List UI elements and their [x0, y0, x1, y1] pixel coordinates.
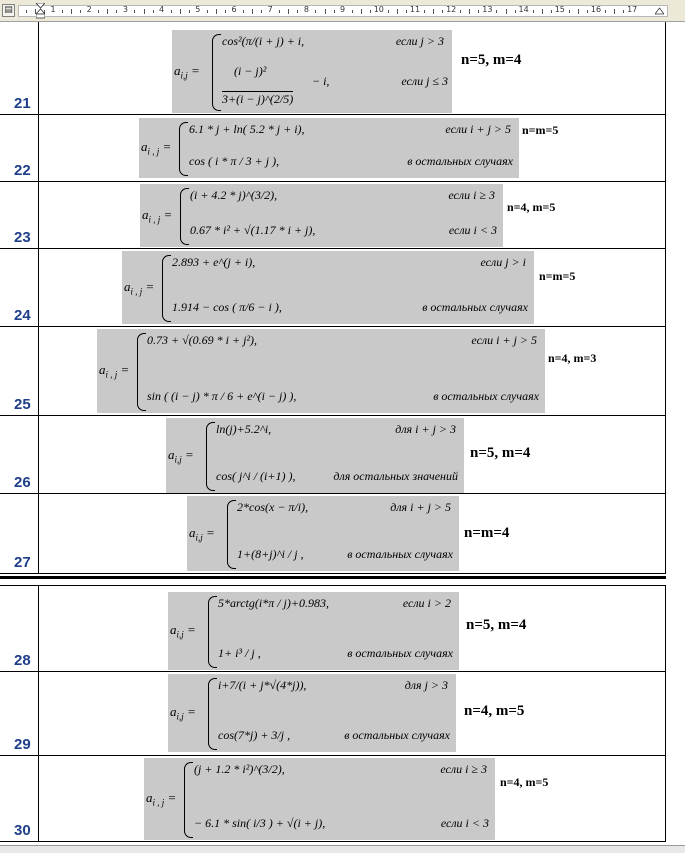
equals-sign: = [183, 704, 196, 719]
formula-case-1: 2.893 + e^(j + i), [172, 255, 256, 269]
formula-lhs-var: a [170, 704, 177, 719]
page-gap [0, 579, 666, 586]
formula-lhs [168, 447, 194, 465]
formula-case-2: 0.67 * i² + √(1.17 * i + j), [190, 223, 316, 237]
table-row [0, 115, 666, 182]
formula-lhs [141, 139, 171, 157]
ruler-tick [433, 9, 434, 14]
formula-lhs-sub: i , j [130, 286, 143, 297]
formula-case-1: ln(j)+5.2^i, [216, 422, 272, 436]
table-row [0, 22, 666, 115]
formula-case-2: 1.914 − cos ( π/6 − i ), [172, 300, 282, 314]
formula-lhs-var: a [170, 622, 177, 637]
ruler-tick [533, 10, 534, 13]
ruler-tick [171, 10, 172, 13]
formula-condition-1: для j > 3 [404, 678, 448, 692]
equals-sign: = [160, 206, 173, 222]
formula-lhs-sub: i , j [152, 797, 165, 808]
formula-block[interactable] [166, 418, 464, 493]
ruler-tick [424, 10, 425, 13]
ruler-tick [134, 10, 135, 13]
formula-lhs-var: a [174, 62, 181, 78]
row-number-cell [0, 494, 39, 573]
ruler-number: 4 [159, 5, 165, 14]
ruler-number: 9 [340, 5, 346, 14]
formula-lhs-var: a [168, 446, 175, 462]
formula-condition-1: если i + j > 5 [445, 122, 511, 136]
formula-condition-2: если i < 3 [448, 223, 497, 237]
formula-condition-1: если i ≥ 3 [448, 188, 495, 202]
formula-block[interactable] [97, 329, 545, 413]
table-right-border [665, 22, 666, 574]
formula-condition-1: для i + j > 3 [395, 422, 456, 436]
ruler-tick [252, 9, 253, 14]
ruler-number: 17 [627, 5, 638, 14]
ruler-tick [478, 10, 479, 13]
ruler-tick [180, 9, 181, 14]
ruler-tick [315, 10, 316, 13]
curly-brace [179, 122, 188, 176]
curly-brace [227, 500, 236, 569]
formula-condition-2: в остальных случаях [344, 728, 450, 742]
ruler-tick [388, 10, 389, 13]
formula-lhs [146, 790, 176, 808]
formula-lhs-sub: i , j [148, 214, 161, 225]
ruler-tick [605, 10, 606, 13]
formula-case-2: sin ( (i − j) * π / 6 + e^(i − j) ), [147, 389, 297, 403]
formula-condition-2: в остальных случаях [433, 389, 539, 403]
formula-case-1: 6.1 * j + ln( 5.2 * j + i), [189, 122, 305, 136]
task-parameters: n=5, m=4 [466, 617, 527, 633]
ruler-tick [153, 10, 154, 13]
curly-brace [208, 678, 217, 750]
ruler-strip[interactable] [18, 5, 668, 17]
ruler-tick [288, 9, 289, 14]
formula-lhs-sub: i , j [105, 369, 118, 380]
curly-brace [137, 333, 146, 411]
equals-sign: = [183, 622, 196, 637]
ruler-number: 3 [122, 5, 128, 14]
ruler-number: 7 [267, 5, 273, 14]
row-number-cell [0, 756, 39, 841]
formula-case-2: cos( j^i / (i+1) ), [216, 469, 296, 483]
table-row [0, 586, 666, 672]
formula-case-1: i+7/(i + j*√(4*j)), [218, 678, 307, 692]
table-row [0, 756, 666, 842]
ruler-tick [144, 9, 145, 14]
ruler-number: 10 [373, 5, 384, 14]
table-row [0, 672, 666, 756]
ruler-tick [623, 10, 624, 13]
ruler-tick [370, 10, 371, 13]
row-number: 23 [14, 229, 31, 246]
equals-sign: = [187, 62, 200, 78]
ruler-tick [442, 10, 443, 13]
formula-case-1: (j + 1.2 * i²)^(3/2), [194, 762, 285, 776]
row-number-cell [0, 22, 39, 114]
ruler-tick [469, 9, 470, 14]
formula-condition-1: для i + j > 5 [390, 500, 451, 514]
formula-case-2: 1+(8+j)^i / j , [237, 547, 304, 561]
equals-sign: = [117, 362, 130, 377]
task-parameters: n=4, m=5 [507, 200, 556, 214]
formula-block[interactable] [144, 758, 495, 840]
ruler-number: 5 [195, 5, 201, 14]
formula-block[interactable] [168, 592, 459, 670]
formula-lhs [170, 622, 196, 640]
ruler-tick [542, 9, 543, 14]
formula-lhs [99, 362, 129, 380]
ruler-tick [515, 10, 516, 13]
curly-brace [180, 188, 189, 245]
row-number-cell [0, 327, 39, 415]
table-row [0, 416, 666, 494]
formula-lhs [124, 279, 154, 297]
equals-sign: = [202, 524, 215, 540]
task-parameters: n=m=5 [539, 269, 576, 283]
formula-case-2: cos ( i * π / 3 + j ), [189, 154, 280, 168]
ruler-tick [243, 10, 244, 13]
task-parameters: n=m=5 [522, 123, 559, 137]
ruler-number: 14 [518, 5, 529, 14]
ruler-tick [325, 9, 326, 14]
curly-brace [208, 596, 217, 668]
ruler-number: 11 [409, 5, 421, 14]
ruler-number: 2 [86, 5, 92, 14]
formula-case-2-tail: − i, [312, 73, 330, 88]
formula-block[interactable] [172, 30, 452, 113]
formula-condition-2: в остальных случаях [347, 547, 453, 561]
formula-case-1: (i + 4.2 * j)^(3/2), [190, 188, 278, 202]
ruler-tick [189, 10, 190, 13]
ruler-tick [460, 10, 461, 13]
ruler-toggle-icon[interactable]: ▤ [2, 4, 15, 17]
ruler-tick [406, 10, 407, 13]
ruler-tick [569, 10, 570, 13]
ruler-tick [98, 10, 99, 13]
task-parameters: n=4, m=5 [500, 775, 549, 789]
ruler-tick [506, 9, 507, 14]
formula-block[interactable] [168, 674, 456, 752]
ruler-number: 12 [446, 5, 457, 14]
row-number: 21 [14, 95, 31, 112]
formula-lhs-sub: i,j [176, 711, 184, 722]
formula-case-1: 0.73 + √(0.69 * i + j²), [147, 333, 258, 347]
formula-condition-1: если j > i [480, 255, 526, 269]
ruler-tick [71, 9, 72, 14]
row-number: 29 [14, 736, 31, 753]
formula-lhs-var: a [189, 524, 196, 540]
table-row [0, 494, 666, 574]
formula-condition-2: в остальных случаях [422, 300, 528, 314]
curly-brace [212, 34, 221, 111]
formula-condition-2: в остальных случаях [407, 154, 513, 168]
ruler-tick [62, 10, 63, 13]
formula-lhs-var: a [99, 362, 106, 377]
ruler-tick [107, 9, 108, 14]
ruler-tick [26, 10, 27, 13]
row-number: 28 [14, 652, 31, 669]
task-parameters: n=m=4 [464, 525, 510, 541]
table-row [0, 182, 666, 249]
formula-condition-1: если i + j > 5 [471, 333, 537, 347]
ruler-tick [397, 9, 398, 14]
ruler-tick [587, 10, 588, 13]
formula-lhs-var: a [146, 790, 153, 805]
ruler-tick [496, 10, 497, 13]
ruler-tick [216, 9, 217, 14]
formula-lhs [142, 207, 172, 225]
curly-brace [184, 762, 193, 838]
formula-lhs [170, 704, 196, 722]
row-number: 26 [14, 474, 31, 491]
equals-sign: = [181, 446, 194, 462]
row-number-cell [0, 115, 39, 181]
ruler-number: 8 [303, 5, 309, 14]
task-parameters: n=4, m=5 [464, 703, 525, 719]
row-number: 27 [14, 554, 31, 571]
right-indent-marker-icon[interactable] [655, 3, 664, 19]
equals-sign: = [164, 790, 177, 805]
formula-lhs [174, 63, 200, 81]
row-number-cell [0, 182, 39, 248]
task-parameters: n=4, m=3 [548, 351, 597, 365]
row-number: 30 [14, 822, 31, 839]
formula-case-2: 1+ i³ / j , [218, 646, 261, 660]
ruler-number: 13 [482, 5, 493, 14]
ruler-tick [116, 10, 117, 13]
ruler-tick [297, 10, 298, 13]
ruler-tick [207, 10, 208, 13]
ruler-tick [361, 9, 362, 14]
task-parameters: n=5, m=4 [461, 52, 522, 68]
ruler-tick [551, 10, 552, 13]
table-row [0, 327, 666, 416]
formula-lhs-var: a [142, 206, 149, 222]
formula-lhs-var: a [124, 278, 131, 294]
row-number-cell [0, 249, 39, 326]
row-number: 22 [14, 162, 31, 179]
table-right-border [665, 586, 666, 842]
formula-lhs-sub: i,j [180, 70, 188, 81]
formula-case-2: cos(7*j) + 3/j , [218, 728, 291, 742]
ruler-tick [80, 10, 81, 13]
formula-block[interactable] [187, 496, 459, 571]
formula-case-2-denominator: 3+(i − j)^(2/5) [222, 92, 294, 106]
formula-condition-2: в остальных случаях [347, 646, 453, 660]
task-parameters: n=5, m=4 [470, 445, 531, 461]
row-number: 24 [14, 307, 31, 324]
ruler-tick [261, 10, 262, 13]
equals-sign: = [159, 139, 172, 154]
row-number-cell [0, 416, 39, 493]
curly-brace [162, 255, 171, 322]
formula-condition-2: если i < 3 [440, 816, 489, 830]
row-number-cell [0, 586, 39, 671]
formula-condition-2: для остальных значений [333, 469, 458, 483]
formula-lhs-sub: i , j [147, 146, 160, 157]
formula-condition-1: если i > 2 [402, 596, 451, 610]
ruler-number: 15 [554, 5, 565, 14]
equals-sign: = [142, 278, 155, 294]
formula-lhs-sub: i,j [174, 454, 182, 465]
row-number: 25 [14, 396, 31, 413]
formula-lhs [189, 525, 215, 543]
formula-lhs-sub: i,j [176, 629, 184, 640]
indent-marker-icon[interactable] [36, 3, 45, 19]
curly-brace [206, 422, 215, 491]
formula-case-1: 2*cos(x − π/i), [237, 500, 309, 514]
ruler-number: 16 [590, 5, 602, 14]
formula-case-1: cos²(π/(i + j) + i, [222, 34, 305, 48]
formula-condition-1: если i ≥ 3 [440, 762, 487, 776]
ruler-tick [334, 10, 335, 13]
ruler-tick [352, 10, 353, 13]
ruler-number: 6 [231, 5, 237, 14]
formula-case-2: − 6.1 * sin( i/3 ) + √(i + j), [194, 816, 326, 830]
ruler-number: 1 [50, 5, 56, 14]
formula-case-1: 5*arctg(i*π / j)+0.983, [218, 596, 329, 610]
formula-condition-2: если j ≤ 3 [401, 73, 448, 88]
ruler-tick [279, 10, 280, 13]
ruler-tick [614, 9, 615, 14]
formula-lhs-sub: i,j [195, 532, 203, 543]
formula-block[interactable] [140, 184, 503, 247]
horizontal-ruler[interactable] [0, 0, 685, 22]
formula-condition-1: если j > 3 [395, 34, 444, 48]
formula-block[interactable] [122, 251, 534, 324]
ruler-tick [578, 9, 579, 14]
formula-block[interactable] [139, 118, 519, 178]
row-number-cell [0, 672, 39, 755]
table-row [0, 249, 666, 327]
formula-lhs-var: a [141, 139, 148, 154]
ruler-tick [225, 10, 226, 13]
formula-case-2-numerator: (i − j)² [234, 63, 267, 78]
